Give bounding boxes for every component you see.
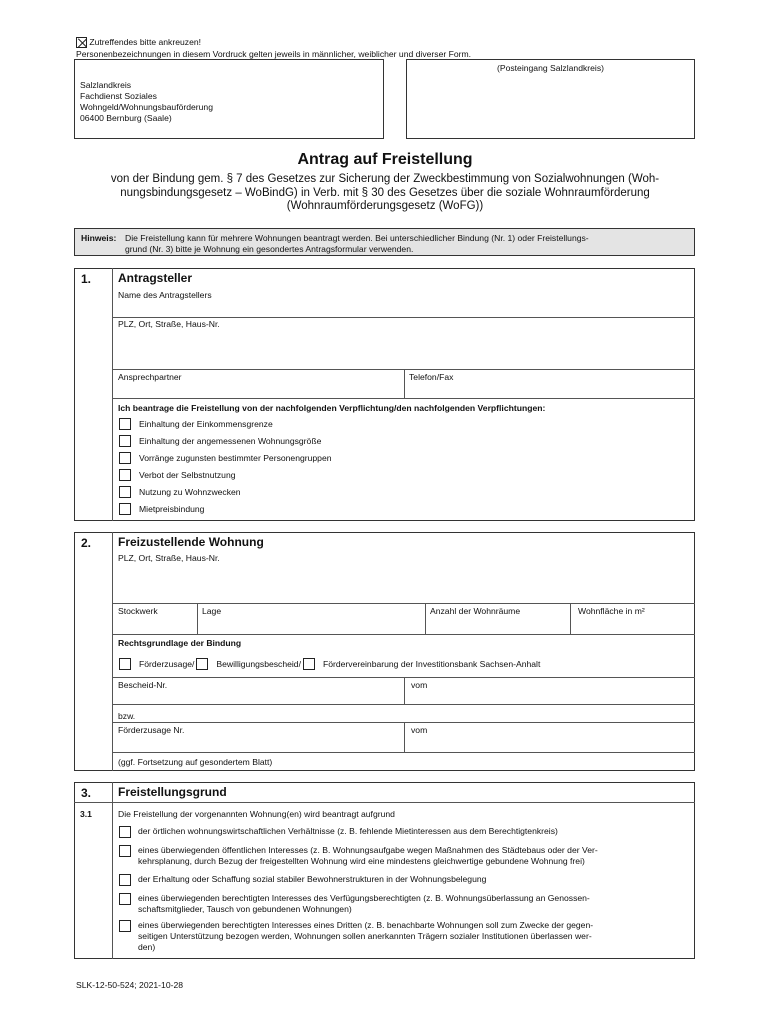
section1-number: 1.	[81, 272, 92, 286]
continuation-note: (ggf. Fortsetzung auf gesondertem Blatt)	[118, 757, 273, 767]
checkbox[interactable]	[119, 503, 131, 515]
reason-line: der Erhaltung oder Schaffung sozial stabiler Bewohnerstrukturen in der Wohnungsbelegung	[138, 874, 487, 884]
section2-title: Freizustellende Wohnung	[118, 535, 264, 549]
posteingang-label: (Posteingang Salzlandkreis)	[496, 63, 604, 73]
checkbox[interactable]	[119, 826, 131, 838]
option-income-limit[interactable]	[119, 418, 273, 430]
rooms-label: Anzahl der Wohnräume	[430, 606, 521, 616]
location-label: Lage	[202, 606, 222, 616]
bescheid-label: Bescheid-Nr.	[118, 680, 168, 690]
address-field[interactable]	[114, 330, 694, 368]
divider	[570, 603, 571, 634]
hint-line2: grund (Nr. 3) bitte je Wohnung ein gesondertes Antragsformular verwenden.	[125, 244, 414, 254]
option-label: Vorränge zugunsten bestimmter Personengruppen	[139, 453, 332, 463]
basis-options	[119, 658, 540, 670]
hint-line1: Die Freistellung kann für mehrere Wohnungen beantragt werden. Bei unterschiedlicher Bindung (Nr. 1) oder Freistellungs-	[125, 233, 589, 243]
reason-line: seitigen Unterstützung bezogen werden, Wohnungen sollen anerkannten Trägern sozialer Institutionen überlassen wer-	[138, 931, 592, 941]
reason-stable-structures[interactable]	[119, 874, 694, 885]
foerderzusage-label: Förderzusage Nr.	[118, 725, 185, 735]
checkbox-foerdervereinbarung[interactable]	[303, 658, 315, 670]
area-label: Wohnfläche in m²	[578, 606, 645, 616]
section3-sub-text: Die Freistellung der vorgenannten Wohnung(en) wird beantragt aufgrund	[118, 809, 395, 819]
checkbox[interactable]	[119, 874, 131, 886]
section1-divider	[112, 268, 113, 521]
request-text: Ich beantrage die Freistellung von der nachfolgenden Verpflichtung/den nachfolgenden Verpflichtungen:	[118, 403, 546, 413]
address-line2: Fachdienst Soziales	[80, 91, 157, 101]
checkbox-note	[76, 37, 201, 48]
checkbox[interactable]	[119, 920, 131, 932]
apartment-address-field[interactable]	[114, 564, 694, 602]
option-label: Nutzung zu Wohnzwecken	[139, 487, 241, 497]
divider	[112, 603, 695, 604]
divider	[112, 634, 695, 635]
checkbox-bewilligungsbescheid[interactable]	[196, 658, 208, 670]
divider	[112, 317, 695, 318]
reason-owner-interest[interactable]	[119, 893, 694, 915]
contact-field[interactable]	[114, 383, 402, 397]
bescheid-field[interactable]	[114, 691, 402, 703]
checkbox[interactable]	[119, 469, 131, 481]
section3-number: 3.	[81, 786, 92, 800]
vom-label: vom	[411, 680, 428, 690]
subtitle-line2: nungsbindungsgesetz – WoBindG) in Verb. mit § 30 des Gesetzes über die soziale Wohnraumförderung	[120, 186, 650, 199]
subtitle	[0, 173, 770, 214]
location-field[interactable]	[199, 617, 424, 633]
page-title: Antrag auf Freistellung	[297, 151, 473, 168]
divider	[112, 704, 695, 705]
option-label: Einhaltung der angemessenen Wohnungsgröße	[139, 436, 322, 446]
bescheid-date-field[interactable]	[406, 691, 694, 703]
reason-local-housing[interactable]	[119, 826, 694, 837]
divider	[112, 752, 695, 753]
hint-box	[74, 228, 695, 256]
vom2-label: vom	[411, 725, 428, 735]
bzw-label: bzw.	[118, 711, 136, 721]
subtitle-line1: von der Bindung gem. § 7 des Gesetzes zur Sicherung der Zweckbestimmung von Sozialwohnungen (Woh-	[110, 173, 660, 185]
address-line1: Salzlandkreis	[80, 80, 132, 90]
checked-checkbox-icon	[76, 37, 87, 48]
name-label: Name des Antragstellers	[118, 290, 212, 300]
divider	[404, 369, 405, 398]
reason-line: der örtlichen wohnungswirtschaftlichen Verhältnisse (z. B. fehlende Mietinteressen aus dem Berechtigtenkreis)	[138, 826, 558, 836]
option-self-use-ban[interactable]	[119, 469, 236, 481]
checkbox[interactable]	[119, 435, 131, 447]
option-apartment-size[interactable]	[119, 435, 321, 447]
contact-label: Ansprechpartner	[118, 372, 182, 382]
phone-label: Telefon/Fax	[409, 372, 454, 382]
legal-basis-label: Rechtsgrundlage der Bindung	[118, 638, 242, 648]
posteingang-box	[406, 59, 695, 139]
option-label: Einhaltung der Einkommensgrenze	[139, 419, 273, 429]
reason-line: eines überwiegenden berechtigten Interesses des Verfügungsberechtigten (z. B. Wohnungsüberlassung an Genossen-	[138, 893, 590, 903]
foerderzusage-field[interactable]	[114, 736, 402, 751]
divider	[404, 677, 405, 704]
option-label: Verbot der Selbstnutzung	[139, 470, 236, 480]
reason-line: eines überwiegenden öffentlichen Interesses (z. B. Wohnungsaufgabe wegen Maßnahmen des Städtebaus oder der Ver-	[138, 845, 598, 855]
address-line3: Wohngeld/Wohnungsbauförderung	[80, 102, 213, 112]
section3-sub-number: 3.1	[80, 809, 92, 819]
reason-public-interest[interactable]	[119, 845, 694, 867]
checkbox[interactable]	[119, 418, 131, 430]
form-id-footer: SLK-12-50-524; 2021-10-28	[76, 980, 184, 990]
checkbox[interactable]	[119, 893, 131, 905]
gender-note: Personenbezeichnungen in diesem Vordruck gelten jeweils in männlicher, weiblicher und diverser Form.	[76, 49, 472, 59]
reason-line: eines überwiegenden berechtigten Interesses eines Dritten (z. B. benachbarte Wohnungen soll zum Zwecke der gegen-	[138, 920, 594, 930]
checkbox-foerderzusage[interactable]	[119, 658, 131, 670]
subtitle-line3: (Wohnraumförderungsgesetz (WoFG))	[286, 200, 484, 212]
divider	[425, 603, 426, 634]
checkbox[interactable]	[119, 452, 131, 464]
name-field[interactable]	[114, 301, 694, 317]
floor-field[interactable]	[114, 617, 196, 633]
basis-option2-label: Bewilligungsbescheid/	[216, 659, 301, 669]
reason-third-party-interest[interactable]	[119, 920, 694, 953]
hint-label: Hinweis:	[81, 233, 117, 243]
address-box	[74, 59, 384, 139]
address-line4: 06400 Bernburg (Saale)	[80, 113, 172, 123]
section3-divider	[112, 782, 113, 959]
section3-title: Freistellungsgrund	[118, 785, 227, 799]
section2-number: 2.	[81, 536, 92, 550]
section2-divider	[112, 532, 113, 771]
option-rent-control[interactable]	[119, 503, 204, 515]
basis-option3-label: Fördervereinbarung der Investitionsbank Sachsen-Anhalt	[322, 659, 541, 669]
rooms-field[interactable]	[427, 617, 569, 633]
checkbox-note-text: Zutreffendes bitte ankreuzen!	[89, 37, 202, 47]
apartment-address-label: PLZ, Ort, Straße, Haus-Nr.	[118, 553, 220, 563]
divider	[404, 722, 405, 752]
phone-field[interactable]	[406, 383, 694, 397]
basis-option1-label: Förderzusage/	[139, 659, 195, 669]
option-priority-groups[interactable]	[119, 452, 332, 464]
section1-title: Antragsteller	[118, 271, 193, 285]
address-label: PLZ, Ort, Straße, Haus-Nr.	[118, 319, 220, 329]
checkbox[interactable]	[119, 486, 131, 498]
option-residential-use[interactable]	[119, 486, 241, 498]
checkbox[interactable]	[119, 845, 131, 857]
area-field[interactable]	[572, 617, 694, 633]
floor-label: Stockwerk	[118, 606, 158, 616]
divider	[197, 603, 198, 634]
foerderzusage-date-field[interactable]	[406, 736, 694, 751]
divider	[74, 802, 695, 803]
reason-line: schaftsmitglieder, Tausch von gebundenen Wohnungen)	[138, 904, 352, 914]
reason-line: den)	[138, 942, 156, 952]
reason-line: kehrsplanung, durch Bezug der freigestellten Wohnung wird eine mindestens gleichwertige gebundene Wohnung frei)	[138, 856, 585, 866]
divider	[112, 398, 695, 399]
option-label: Mietpreisbindung	[139, 504, 205, 514]
